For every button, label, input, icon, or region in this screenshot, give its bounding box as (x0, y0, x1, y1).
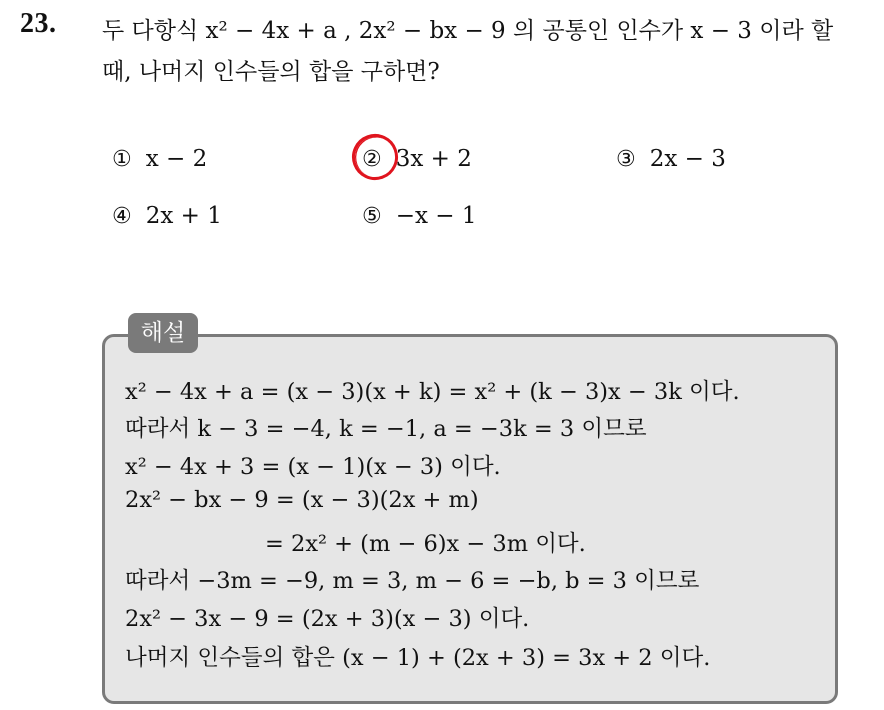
choice-1-number: ① (112, 147, 132, 172)
choice-5-text: −x − 1 (395, 203, 477, 229)
choice-3-number: ③ (616, 147, 636, 172)
solution-line-8: 나머지 인수들의 합은 (x − 1) + (2x + 3) = 3x + 2 이다. (125, 645, 711, 671)
choice-3[interactable] (616, 146, 726, 172)
solution-label: 해설 (128, 313, 198, 353)
solution-line-7: 2x² − 3x − 9 = (2x + 3)(x − 3) 이다. (125, 606, 530, 632)
solution-line-2: 따라서 k − 3 = −4, k = −1, a = −3k = 3 이므로 (125, 416, 647, 442)
choice-4[interactable] (112, 203, 222, 229)
choice-2-number: ② (362, 147, 382, 172)
solution-line-5: = 2x² + (m − 6)x − 3m 이다. (265, 531, 586, 557)
question-text-line1: 두 다항식 x² − 4x + a , 2x² − bx − 9 의 공통인 인수가 x − 3 이라 할 (102, 18, 834, 44)
solution-line-3: x² − 4x + 3 = (x − 1)(x − 3) 이다. (125, 454, 501, 480)
solution-line-4: 2x² − bx − 9 = (x − 3)(2x + m) (125, 487, 479, 513)
question-number: 23. (20, 8, 57, 39)
choice-3-text: 2x − 3 (649, 146, 726, 172)
choice-5[interactable] (362, 203, 477, 229)
solution-line-6: 따라서 −3m = −9, m = 3, m − 6 = −b, b = 3 이므로 (125, 568, 700, 594)
answer-mark-circle (346, 128, 405, 187)
choice-1-text: x − 2 (145, 146, 208, 172)
choice-4-number: ④ (112, 204, 132, 229)
choice-4-text: 2x + 1 (145, 203, 222, 229)
choice-2-text: 3x + 2 (395, 146, 472, 172)
choice-1[interactable] (112, 146, 207, 172)
solution-line-1: x² − 4x + a = (x − 3)(x + k) = x² + (k − 3)x − 3k 이다. (125, 379, 740, 405)
choice-5-number: ⑤ (362, 204, 382, 229)
question-text-line2: 때, 나머지 인수들의 합을 구하면? (102, 59, 440, 85)
